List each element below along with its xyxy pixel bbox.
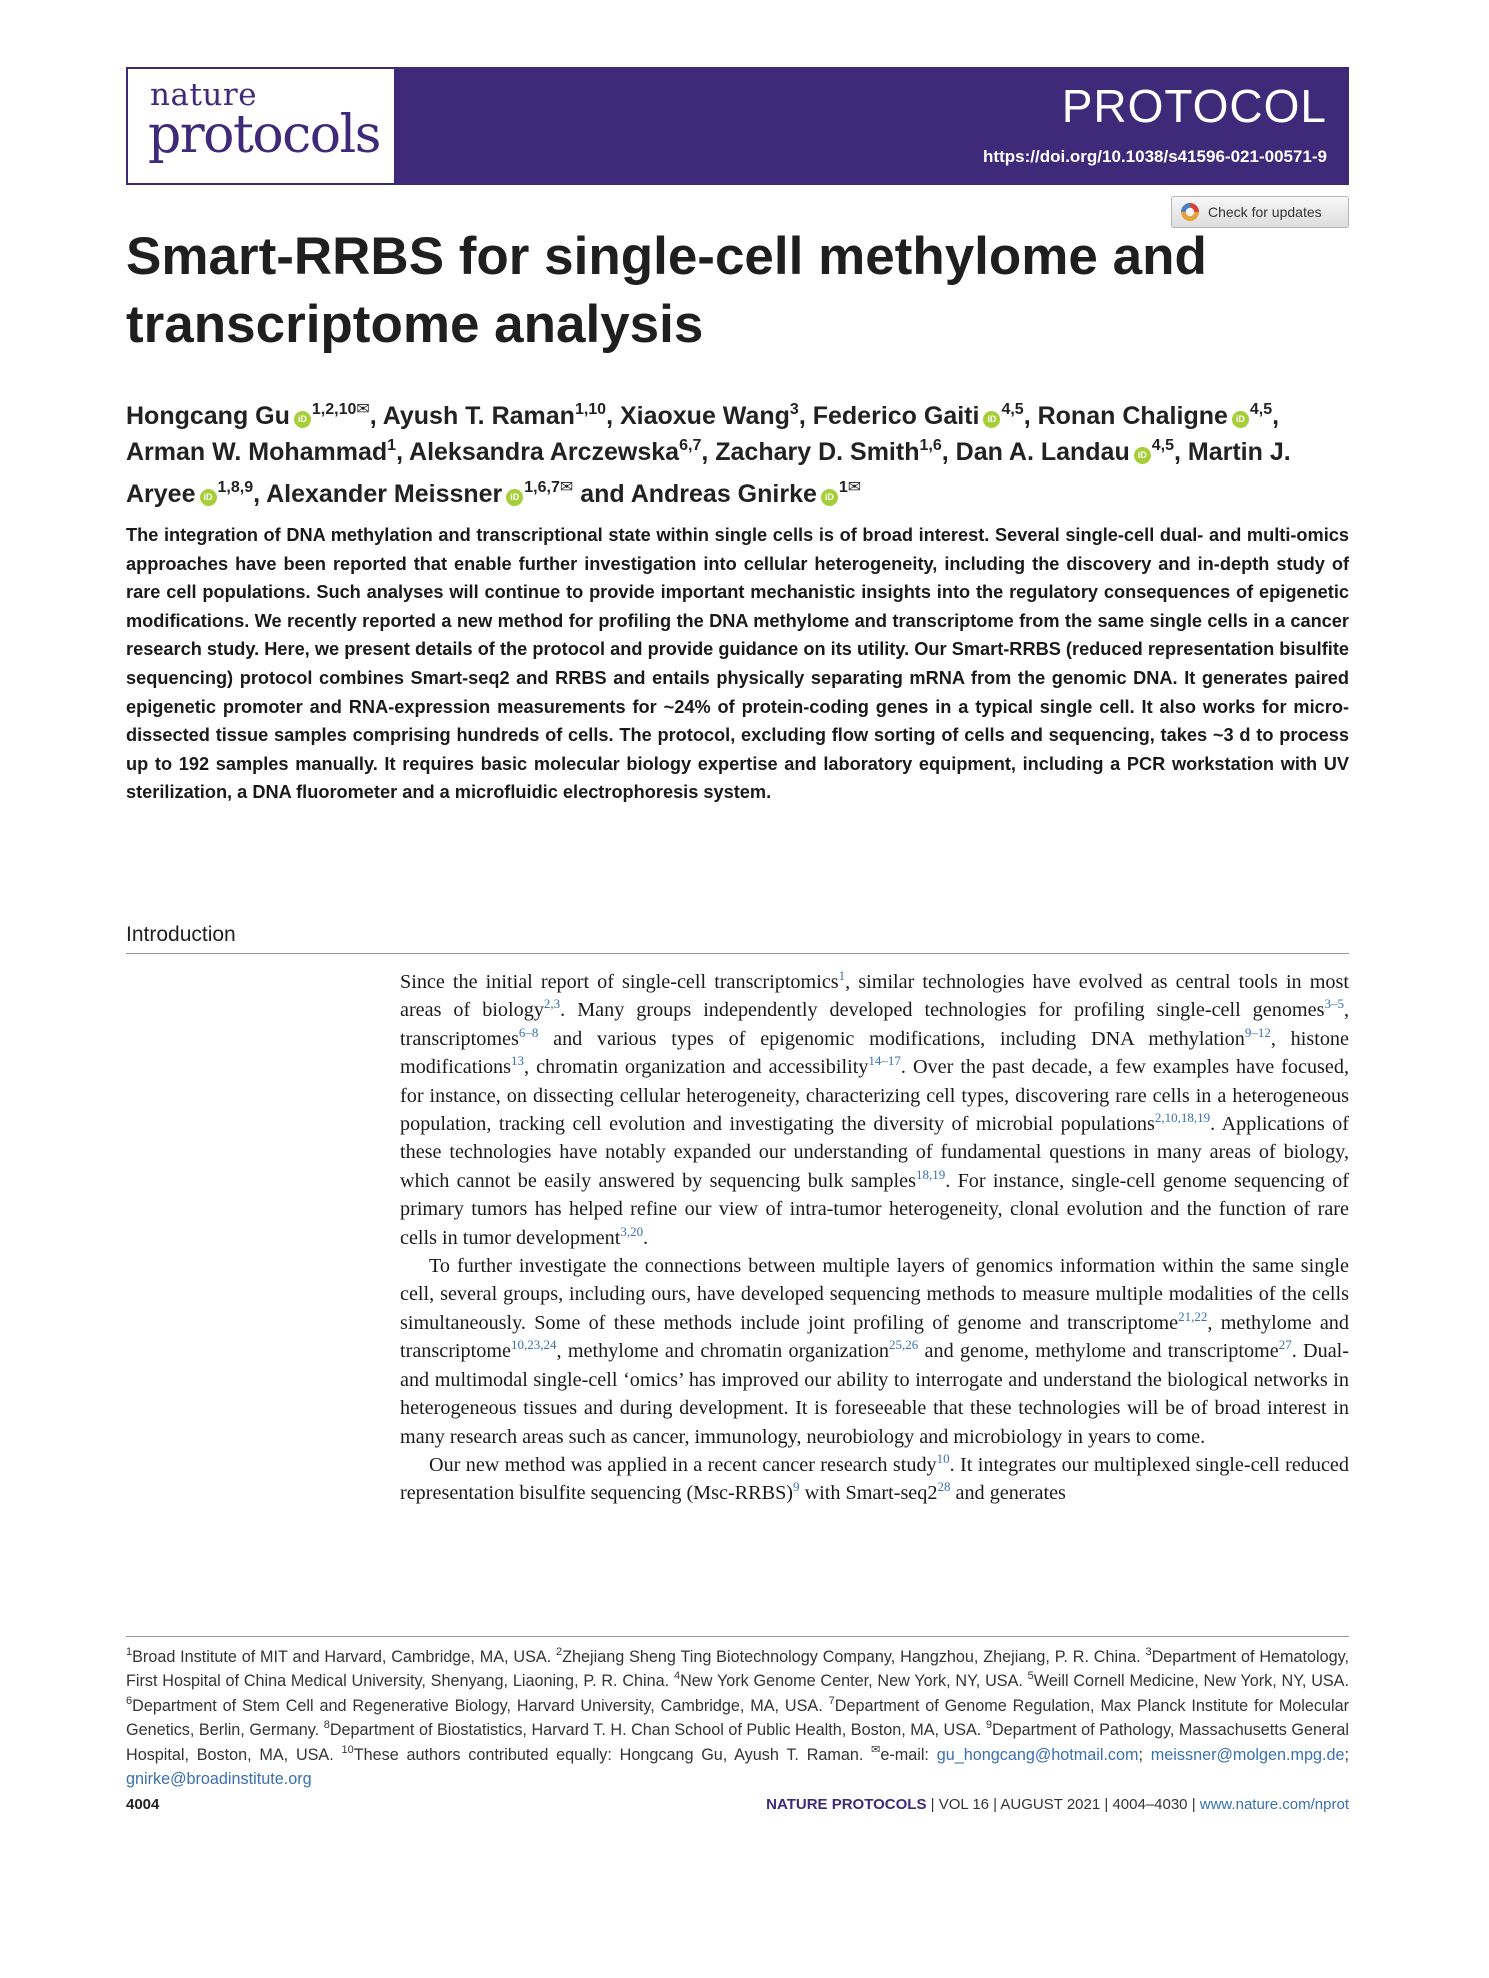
body-text-run: , methylome and transcriptome bbox=[400, 1311, 1349, 1363]
author-affiliation: 4,5 bbox=[1001, 401, 1024, 418]
email-link[interactable]: gnirke@broadinstitute.org bbox=[126, 1770, 312, 1789]
author-separator: , bbox=[1173, 438, 1188, 466]
author-separator: , bbox=[369, 402, 383, 430]
footer-pages: 4004–4030 bbox=[1112, 1796, 1188, 1813]
body-text-run: with Smart-seq2 bbox=[799, 1482, 938, 1505]
affiliation-number: 7 bbox=[828, 1694, 835, 1707]
footer-url[interactable]: www.nature.com/nprot bbox=[1199, 1796, 1349, 1813]
author-name: Zachary D. Smith bbox=[715, 438, 920, 466]
orcid-icon[interactable]: iD bbox=[506, 489, 523, 506]
affiliation-number: 1 bbox=[126, 1646, 133, 1658]
reference-citation[interactable]: 14–17 bbox=[868, 1053, 901, 1069]
affiliation-number: 2 bbox=[556, 1646, 563, 1658]
footer-volume: VOL 16 bbox=[938, 1796, 990, 1813]
body-text-run: , histone modifications bbox=[400, 1027, 1349, 1079]
author-name: Martin J. Aryee bbox=[126, 438, 1291, 508]
page-number: 4004 bbox=[126, 1796, 160, 1813]
author-separator: , bbox=[941, 438, 956, 466]
author-separator: , bbox=[1023, 402, 1038, 430]
orcid-icon[interactable]: iD bbox=[983, 411, 1000, 428]
author-affiliation: 4,5 bbox=[1249, 401, 1273, 418]
reference-citation[interactable]: 13 bbox=[511, 1053, 525, 1069]
author-affiliation: 1,10 bbox=[574, 401, 607, 418]
author-affiliation: 1,6,7 bbox=[524, 479, 560, 496]
author-affiliation: 1,2,10 bbox=[311, 401, 357, 418]
body-text-run: . Many groups independently developed technologies for profiling single-cell genomes bbox=[560, 999, 1325, 1022]
reference-citation[interactable]: 10,23,24 bbox=[511, 1337, 557, 1353]
author-name: Ronan Chaligne bbox=[1037, 402, 1228, 430]
author-affiliation: 1,6 bbox=[919, 437, 942, 454]
envelope-icon: ✉ bbox=[847, 479, 862, 496]
body-paragraph-2 bbox=[400, 1252, 1349, 1451]
author-separator: , bbox=[1272, 402, 1280, 430]
email-link[interactable]: gu_hongcang@hotmail.com bbox=[936, 1745, 1139, 1764]
author-list bbox=[126, 392, 1356, 512]
abstract: The integration of DNA methylation and transcriptional state within single cells is of broad interest. Several single-cell dual- and multi-omics approaches have been reported that enable further investigation into cellular heterogeneity, including the discovery and in-depth study of rare cell populations. Such analyses will continue to provide important mechanistic insights into the regulatory consequences of epigenetic modifications. We recently reported a new method for profiling the DNA methylome and transcriptome from the same single cells in a cancer research study. Here, we present details of the protocol and provide guidance on its utility. Our Smart-RRBS (reduced representation bisulfite sequencing) protocol combines Smart-seq2 and RRBS and entails physically separating mRNA from the genomic DNA. It generates paired epigenetic promoter and RNA-expression measurements for ~24% of protein-coding genes in a typical single cell. It also works for micro-dissected tissue samples comprising hundreds of cells. The protocol, excluding flow sorting of cells and sequencing, takes ~3 d to process up to 192 samples manually. It requires basic molecular biology expertise and laboratory equipment, including a PCR workstation with UV sterilization, a DNA fluorometer and a microfluidic electrophoresis system. bbox=[126, 525, 1349, 803]
orcid-icon[interactable]: iD bbox=[1134, 447, 1151, 464]
body-text-run: To further investigate the connections between multiple layers of genomics information within the same single cell, several groups, including ours, have developed sequencing methods to measure multiple modalities of the cells simultaneously. Some of these methods include joint profiling of genome and transcriptome bbox=[400, 1255, 1349, 1334]
body-paragraph-3 bbox=[400, 1451, 1349, 1508]
affiliation-number: 8 bbox=[323, 1719, 330, 1732]
orcid-icon[interactable]: iD bbox=[294, 411, 311, 428]
body-text-run: Since the initial report of single-cell transcriptomics bbox=[400, 971, 839, 993]
envelope-icon: ✉ bbox=[871, 1743, 881, 1756]
body-text bbox=[400, 968, 1349, 1508]
body-paragraph-1 bbox=[400, 968, 1349, 1252]
affiliation-number: 3 bbox=[1145, 1646, 1152, 1658]
email-label: e-mail: bbox=[880, 1745, 937, 1764]
body-text-run: , transcriptomes bbox=[400, 999, 1349, 1050]
reference-citation[interactable]: 21,22 bbox=[1178, 1308, 1208, 1324]
author-name: Andreas Gnirke bbox=[630, 480, 817, 508]
author-affiliation: 1,8,9 bbox=[217, 479, 254, 496]
affiliation-text: Broad Institute of MIT and Harvard, Cambridge, MA, USA. bbox=[132, 1648, 557, 1666]
affiliation-number: 5 bbox=[1027, 1670, 1034, 1683]
reference-citation[interactable]: 10 bbox=[936, 1450, 950, 1466]
body-text-run: . Dual- and multimodal single-cell ‘omics’ has improved our ability to interrogate and understand the biological networks in heterogeneous tissues and during development. It is foreseeable that these technologies will be of broad interest in many research areas such as cancer, immunology, neurobiology and microbiology in years to come. bbox=[400, 1340, 1350, 1448]
body-text-run: . It integrates our multiplexed single-cell reduced representation bisulfite sequencing (Msc-RRBS) bbox=[400, 1453, 1349, 1505]
body-text-run: and various types of epigenomic modifications, including DNA methylation bbox=[538, 1027, 1245, 1050]
author-affiliation: 3 bbox=[789, 401, 799, 418]
affiliations-footnote: $^1$Broad Institute of MIT and Harvard, Cambridge, MA, USA. $^2$Zhejiang Sheng Ting Biotechnology Company, Hangzhou, Zhejiang, P. R. China. $^3$Department of Hematology, First Hospital of China Medical University, Shenyang, Liaoning, P. R. China. $^4$New York Genome Center, New York, NY, USA. $^5$Weill Cornell Medicine, New York, NY, USA. $^6$Department of Stem Cell and Regenerative Biology, Harvard University, Cambridge, MA, USA. $^7$Department of Genome Regulation, Max Planck Institute for Molecular Genetics, Berlin, Germany. $^8$Department of Biostatistics, Harvard T. H. Chan School of Public Health, Boston, MA, USA. $^9$Department of Pathology, Massachusetts General Hospital, Boston, MA, USA. $^{10}$These authors contributed equally: Hongcang Gu, Ayush T. Raman. ✉e-mail: gu_hongcang@hotmail.com; meissner@molgen.mpg.de; gnirke@broadinstitute.org bbox=[126, 1646, 1349, 1789]
body-text-run: and genome, methylome and transcriptome bbox=[918, 1340, 1279, 1363]
author-separator: , bbox=[606, 402, 620, 430]
doi-link[interactable]: https://doi.org/10.1038/s41596-021-00571-9 bbox=[983, 147, 1327, 166]
author-name: Aleksandra Arczewska bbox=[409, 438, 680, 466]
reference-citation[interactable]: 3,20 bbox=[620, 1223, 644, 1239]
affiliation-text: These authors contributed equally: Hongcang Gu, Ayush T. Raman. bbox=[353, 1745, 872, 1764]
footnote-divider bbox=[126, 1636, 1349, 1637]
reference-citation[interactable]: 27 bbox=[1278, 1337, 1292, 1353]
orcid-icon[interactable]: iD bbox=[821, 489, 838, 506]
author-name: Hongcang Gu bbox=[126, 402, 290, 430]
reference-citation[interactable]: 25,26 bbox=[889, 1337, 919, 1353]
affiliation-number: 6 bbox=[126, 1694, 133, 1707]
section-heading-introduction: Introduction bbox=[126, 923, 236, 946]
author-separator: and bbox=[573, 480, 631, 508]
section-divider bbox=[126, 953, 1349, 954]
body-text-run: . Over the past decade, a few examples have focused, for instance, on dissecting cellular heterogeneity, characterizing cell types, discovering rare cells in a heterogeneous population, tracking cell evolution and investigating the diversity of microbial populations bbox=[400, 1056, 1350, 1136]
body-text-run: . bbox=[643, 1226, 649, 1249]
author-separator: , bbox=[253, 480, 267, 508]
reference-citation[interactable]: 9–12 bbox=[1244, 1024, 1271, 1040]
author-affiliation: 6,7 bbox=[679, 437, 702, 454]
affiliation-number: 4 bbox=[673, 1670, 681, 1683]
author-separator: , bbox=[798, 402, 813, 430]
affiliation-text: Zhejiang Sheng Ting Biotechnology Company, Hangzhou, Zhejiang, P. R. China. bbox=[562, 1648, 1146, 1666]
reference-citation[interactable]: 2,3 bbox=[543, 996, 561, 1012]
footer-date: AUGUST 2021 bbox=[1000, 1796, 1101, 1813]
article-title: Smart-RRBS for single-cell methylome and transcriptome analysis bbox=[126, 227, 1207, 354]
affiliation-text: Department of Pathology, Massachusetts General Hospital, Boston, MA, USA. bbox=[126, 1721, 1349, 1764]
author-name: Xiaoxue Wang bbox=[619, 402, 790, 430]
body-text-run: Our new method was applied in a recent cancer research study bbox=[429, 1453, 937, 1476]
body-text-run: , chromatin organization and accessibility bbox=[524, 1056, 869, 1079]
affiliation-text: New York Genome Center, New York, NY, USA. bbox=[680, 1672, 1028, 1691]
author-affiliation: 4,5 bbox=[1151, 437, 1174, 454]
affiliation-number: 9 bbox=[985, 1719, 992, 1732]
logo-nature-text: nature bbox=[150, 77, 258, 113]
journal-logo bbox=[126, 67, 396, 185]
check-updates-icon bbox=[1180, 202, 1200, 222]
orcid-icon[interactable]: iD bbox=[1232, 411, 1249, 428]
author-name: Ayush T. Raman bbox=[382, 402, 575, 430]
email-link[interactable]: meissner@molgen.mpg.de bbox=[1150, 1745, 1345, 1764]
reference-citation[interactable]: 28 bbox=[937, 1479, 951, 1495]
body-text-run: . Applications of these technologies have notably expanded our understanding of fundamental questions in many areas of biology, which cannot be easily answered by sequencing bulk samples bbox=[400, 1113, 1349, 1192]
affiliation-number: 10 bbox=[341, 1743, 354, 1756]
logo-protocols-text: protocols bbox=[148, 105, 380, 165]
reference-citation[interactable]: 9 bbox=[793, 1479, 800, 1495]
body-text-run: , methylome and chromatin organization bbox=[556, 1340, 890, 1363]
header-banner bbox=[396, 67, 1349, 185]
author-name: Arman W. Mohammad bbox=[126, 438, 388, 466]
author-name: Alexander Meissner bbox=[266, 480, 503, 508]
author-name: Federico Gaiti bbox=[812, 402, 980, 430]
author-affiliation: 1 bbox=[838, 479, 848, 496]
affiliation-text: Department of Hematology, First Hospital of China Medical University, Shenyang, Liaoning, P. R. China. bbox=[126, 1648, 1349, 1691]
footer-citation: NATURE PROTOCOLS | VOL 16 | AUGUST 2021 | 4004–4030 | www.nature.com/nprot bbox=[766, 1796, 1349, 1813]
reference-citation[interactable]: 3–5 bbox=[1324, 996, 1344, 1012]
author-name: Dan A. Landau bbox=[955, 438, 1130, 466]
affiliation-text: Department of Stem Cell and Regenerative Biology, Harvard University, Cambridge, MA, USA. bbox=[132, 1696, 829, 1715]
check-updates-label: Check for updates bbox=[1208, 204, 1322, 220]
body-text-run: . For instance, single-cell genome sequencing of primary tumors has helped refine our view of intra-tumor heterogeneity, clonal evolution and the function of rare cells in tumor development bbox=[400, 1169, 1349, 1249]
reference-citation[interactable]: 6–8 bbox=[518, 1024, 539, 1040]
footer-journal: NATURE PROTOCOLS bbox=[766, 1796, 927, 1813]
reference-citation[interactable]: 18,19 bbox=[915, 1166, 946, 1182]
affiliation-text: Department of Genome Regulation, Max Planck Institute for Molecular Genetics, Berlin, Germany. bbox=[126, 1696, 1349, 1740]
author-separator: , bbox=[701, 438, 716, 466]
envelope-icon: ✉ bbox=[356, 401, 370, 418]
affiliation-text: Department of Biostatistics, Harvard T. H. Chan School of Public Health, Boston, MA, USA. bbox=[329, 1721, 986, 1740]
affiliation-text: Weill Cornell Medicine, New York, NY, USA. bbox=[1033, 1672, 1349, 1691]
author-separator: , bbox=[396, 438, 410, 466]
reference-citation[interactable]: 1 bbox=[838, 968, 846, 983]
body-text-run: , similar technologies have evolved as central tools in most areas of biology bbox=[400, 971, 1349, 1022]
envelope-icon: ✉ bbox=[559, 479, 574, 496]
orcid-icon[interactable]: iD bbox=[200, 489, 217, 506]
body-text-run: and generates bbox=[950, 1482, 1066, 1505]
author-affiliation: 1 bbox=[387, 437, 397, 454]
article-type: PROTOCOL bbox=[1061, 80, 1327, 132]
reference-citation[interactable]: 2,10,18,19 bbox=[1154, 1110, 1211, 1126]
